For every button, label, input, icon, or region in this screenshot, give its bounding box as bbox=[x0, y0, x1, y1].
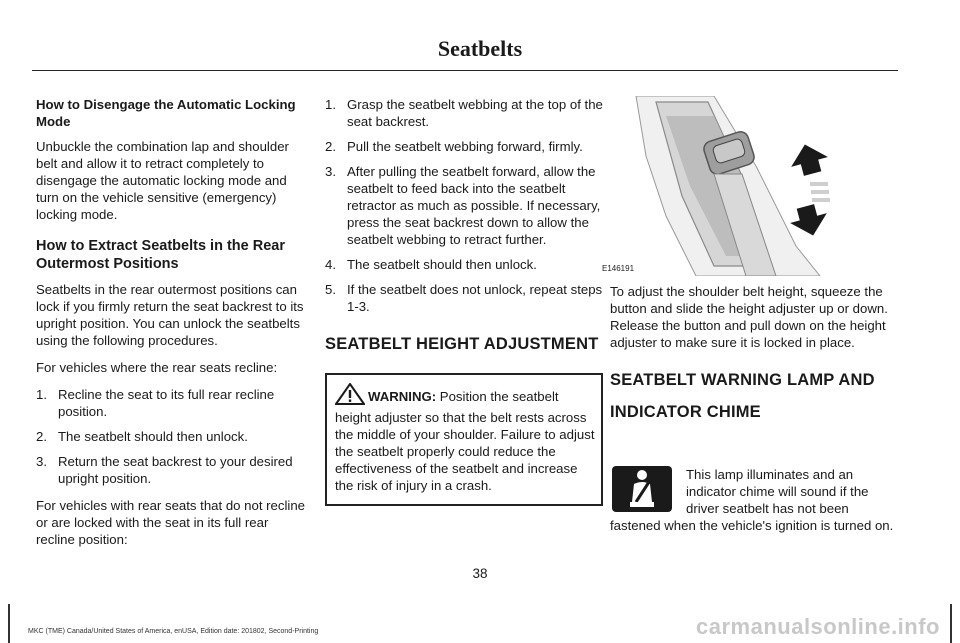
lamp-description-tail: fastened when the vehicle's ignition is turned on. bbox=[610, 518, 894, 533]
corner-mark-left bbox=[8, 604, 20, 643]
column-1 bbox=[36, 96, 306, 558]
warning-box bbox=[325, 373, 603, 506]
section-heading-lamp-1: SEATBELT WARNING LAMP AND bbox=[610, 371, 875, 389]
list-item: 4. The seatbelt should then unlock. bbox=[325, 257, 537, 272]
list-item: 1. Recline the seat to its full rear recline position. bbox=[36, 387, 275, 419]
warning-triangle-icon bbox=[335, 383, 365, 409]
page-number: 38 bbox=[472, 566, 488, 581]
warning-label: WARNING: bbox=[368, 389, 437, 404]
list-item: 2. Pull the seatbelt webbing forward, firmly. bbox=[325, 139, 583, 154]
figure-label: E146191 bbox=[602, 264, 635, 273]
height-adjuster-illustration bbox=[596, 96, 842, 276]
paragraph-recline: For vehicles where the rear seats recline: bbox=[36, 360, 278, 375]
header-rule bbox=[32, 70, 898, 71]
footer-edition: MKC (TME) Canada/United States of America, enUSA, Edition date: 201802, Second-Printing bbox=[28, 628, 319, 635]
paragraph-extract: Seatbelts in the rear outermost positions can lock if you firmly return the seat backrest to its upright position. You can unlock the seatbelts using the following procedures. bbox=[36, 282, 304, 348]
down-arrow-icon bbox=[787, 202, 831, 241]
watermark: carmanualsonline.info bbox=[696, 614, 940, 639]
recline-steps bbox=[36, 386, 306, 487]
list-item: 3. After pulling the seatbelt forward, allow the seatbelt to feed back into the seatbelt retractor as much as possible. If necessary, press the seat backrest down to allow the seatbelt webbing to retract further. bbox=[325, 164, 601, 247]
paragraph-no-recline: For vehicles with rear seats that do not recline or are locked with the seat in its full rear recline position: bbox=[36, 498, 306, 547]
paragraph-disengage: Unbuckle the combination lap and shoulder belt and allow it to retract completely to disengage the automatic locking mode and turn on the vehicle sensitive (emergency) locking mode. bbox=[36, 139, 289, 222]
section-heading-lamp-2: INDICATOR CHIME bbox=[610, 403, 761, 421]
warning-body: Position the seatbelt height adjuster so that the belt rests across the middle of your shoulder. Failure to adjust the seatbelt properly could reduce the effectiveness of the seatbelt and increase the risk of injury in a crash. bbox=[335, 389, 595, 493]
corner-mark-right bbox=[940, 604, 952, 643]
warning-text bbox=[335, 383, 595, 494]
section-heading-height: SEATBELT HEIGHT ADJUSTMENT bbox=[325, 335, 599, 353]
up-arrow-icon bbox=[787, 140, 831, 179]
list-item: 2. The seatbelt should then unlock. bbox=[36, 429, 248, 444]
heading-disengage: How to Disengage the Automatic Locking Mode bbox=[36, 97, 296, 129]
lamp-description: This lamp illuminates and an indicator chime will sound if the driver seatbelt has not been bbox=[686, 467, 869, 516]
column-3 bbox=[610, 283, 896, 423]
list-item: 1. Grasp the seatbelt webbing at the top of the seat backrest. bbox=[325, 97, 603, 129]
page-title: Seatbelts bbox=[437, 36, 523, 61]
unlock-steps bbox=[325, 96, 603, 315]
list-item: 3. Return the seat backrest to your desired upright position. bbox=[36, 454, 293, 486]
paragraph-adjust: To adjust the shoulder belt height, squeeze the button and slide the height adjuster up or down. Release the button and pull down on the height adjuster to make sure it is locked in place. bbox=[610, 284, 888, 350]
column-2 bbox=[325, 96, 603, 506]
heading-extract: How to Extract Seatbelts in the Rear Outermost Positions bbox=[36, 238, 285, 272]
seatbelt-warning-icon bbox=[612, 466, 672, 512]
list-item: 5. If the seatbelt does not unlock, repeat steps 1-3. bbox=[325, 282, 603, 314]
